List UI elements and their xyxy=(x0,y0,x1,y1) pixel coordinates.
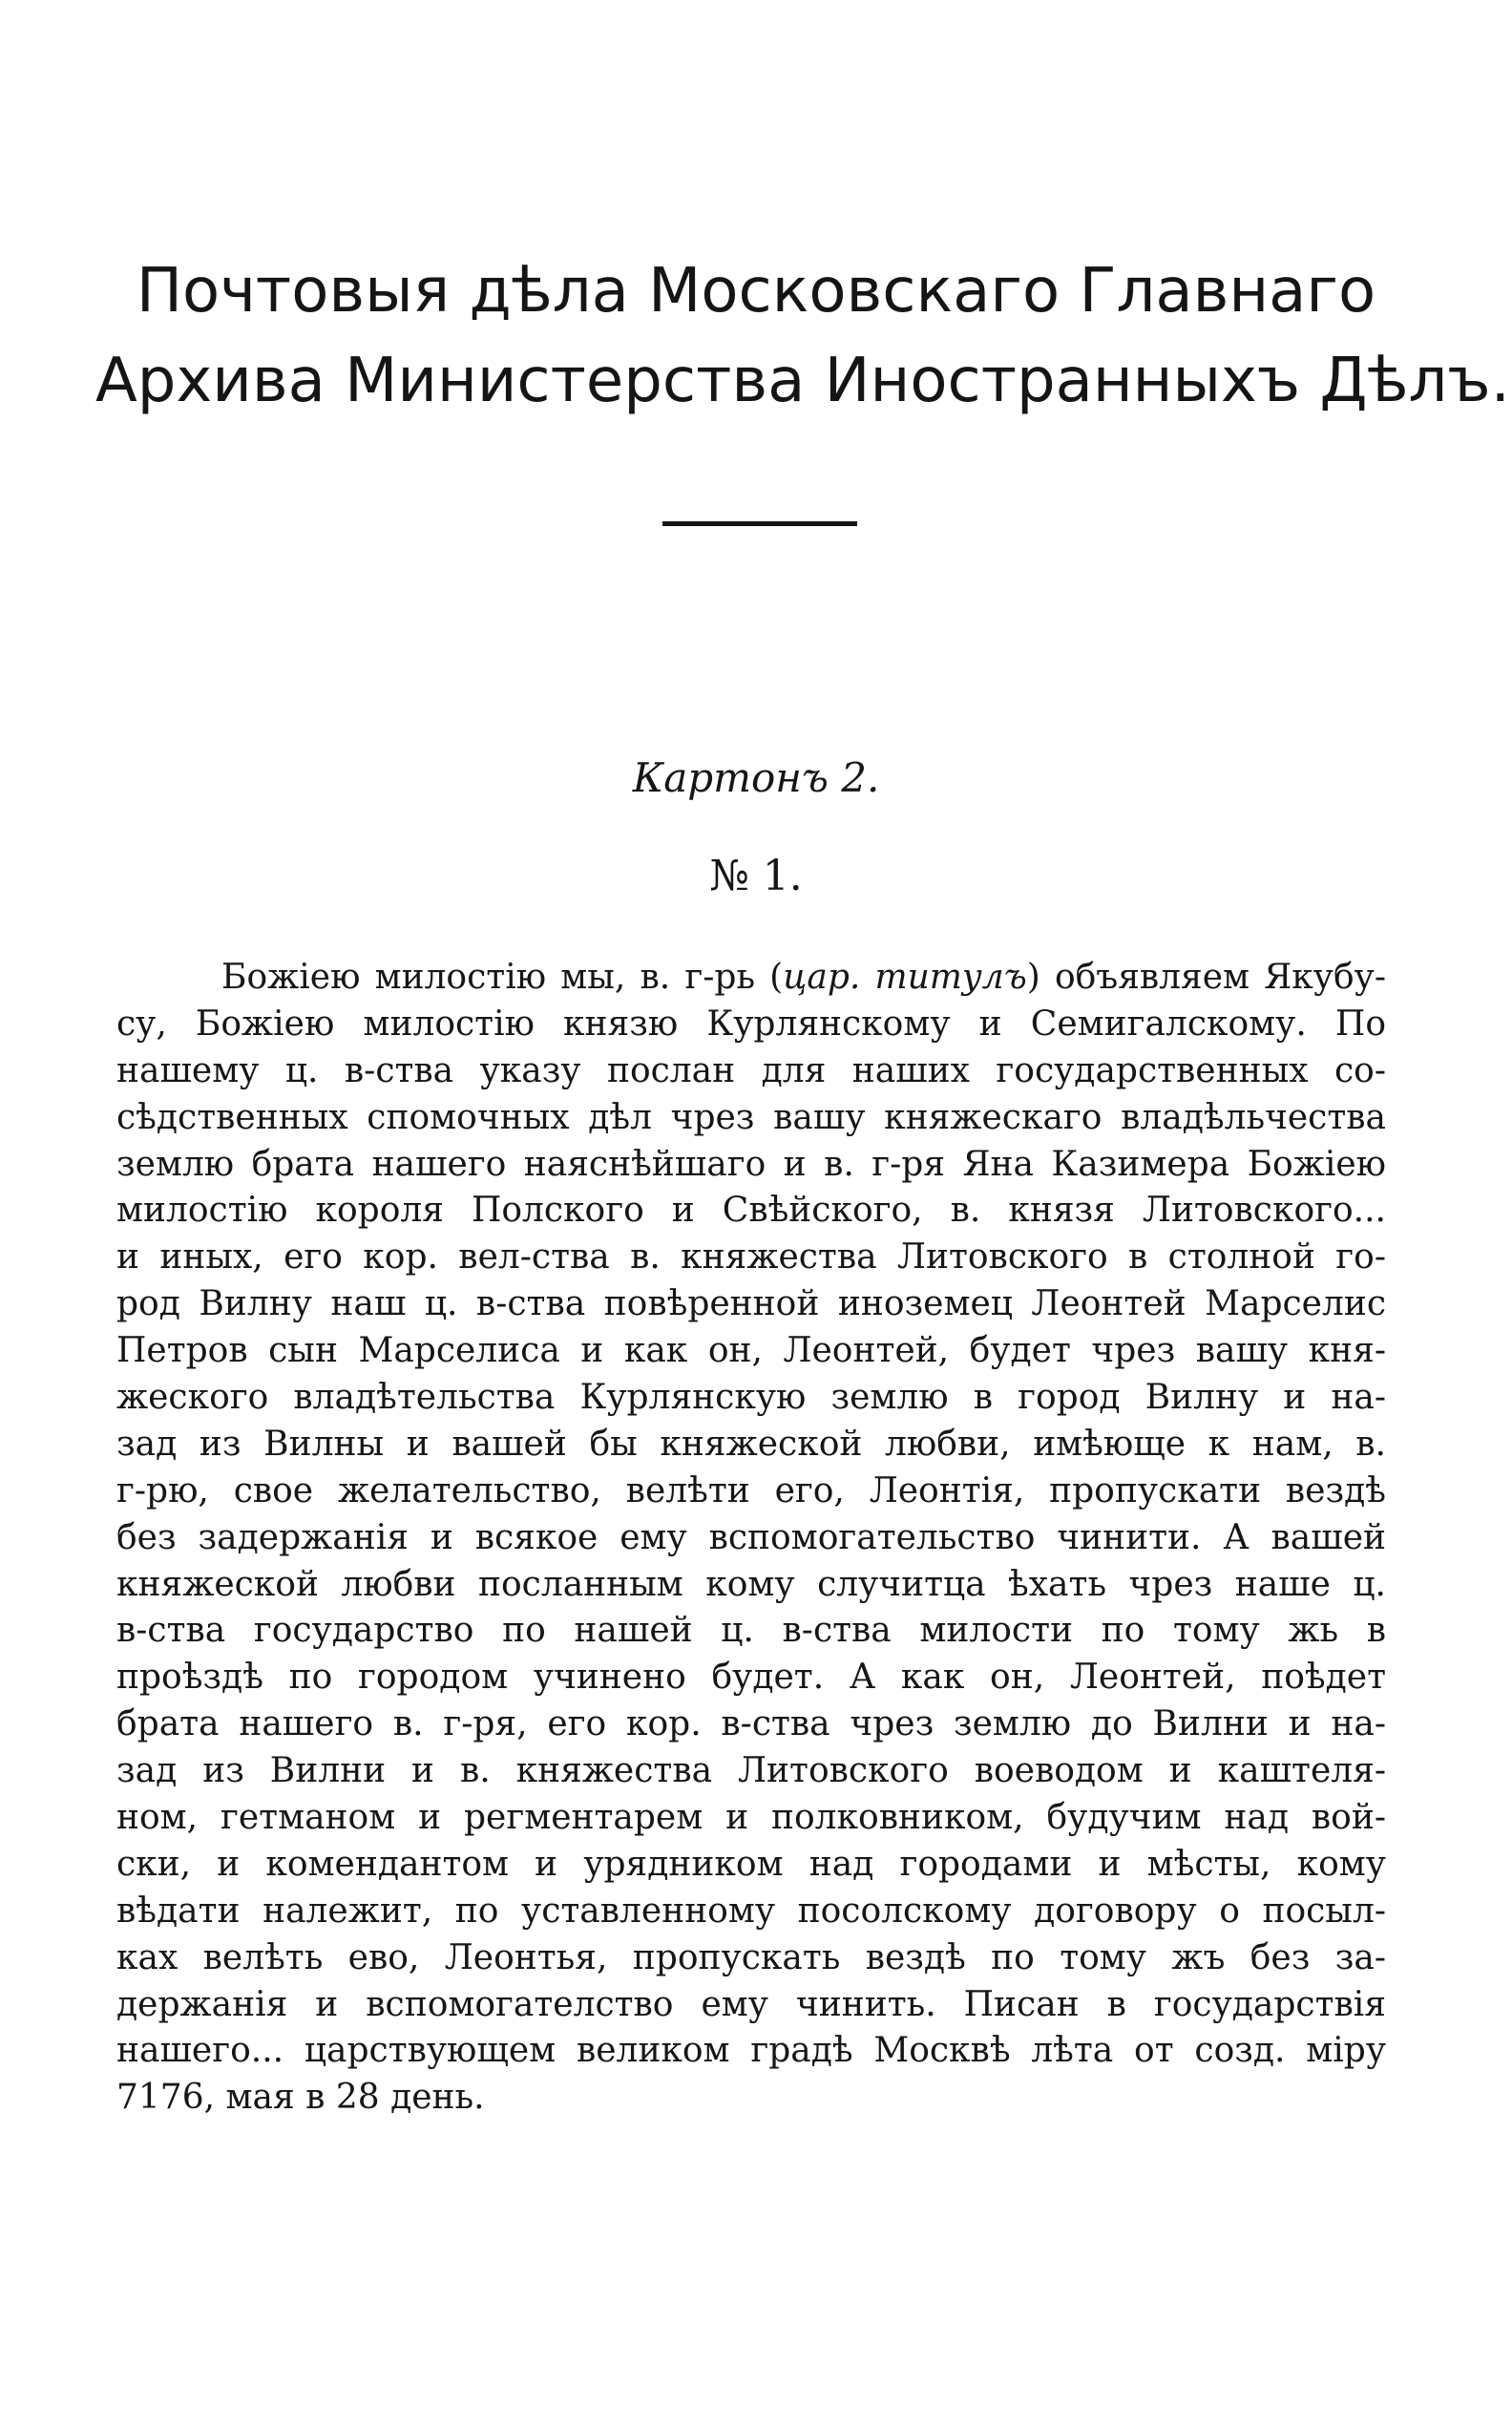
body-line: г-рю, свое желательство, велѣти его, Леонтiя, пропускати вездѣ xyxy=(116,1470,1386,1511)
body-line: в-ства государство по нашей ц. в-ства милости по тому жь в xyxy=(116,1611,1386,1651)
body-line: зад из Вилны и вашей бы княжеской любви, имѣюще к нам, в. xyxy=(116,1424,1386,1464)
body-line: милостiю короля Полского и Свѣйского, в. князя Литовского... xyxy=(116,1191,1386,1231)
body-line: жеского владѣтельства Курлянскую землю в город Вилну и на- xyxy=(116,1378,1386,1418)
body-line: ски, и комендантом и урядником над городами и мѣсты, кому xyxy=(116,1844,1386,1884)
document-number: № 1. xyxy=(709,852,803,900)
body-line: нашего... царствующем великом градѣ Москвѣ лѣта от созд. мiру xyxy=(116,2031,1386,2071)
body-line: нашему ц. в-ства указу послан для наших государственных со- xyxy=(116,1050,1386,1090)
title-line-2: Архива Министерства Иностранныхъ Дѣлъ. xyxy=(95,346,1510,416)
body-line: землю брата нашего наяснѣйшаго и в. г-ря Яна Казимера Божiею xyxy=(116,1144,1386,1184)
tsar-title-abbrev: цар. титулъ xyxy=(783,958,1027,997)
body-last-line: 7176, мая в 28 день. xyxy=(116,2078,485,2118)
title-divider xyxy=(662,521,857,526)
body-line-1-start: Божiею милостiю мы, в. г-рь ( xyxy=(221,958,784,997)
body-line: род Вилну наш ц. в-ства повѣренной иноземец Леонтей Марселис xyxy=(116,1284,1386,1324)
body-line-1-end: ) объявляем Якубу- xyxy=(1026,958,1386,997)
body-line: княжеской любви посланным кому случитца ѣхать чрез наше ц. xyxy=(116,1564,1386,1604)
body-line: брата нашего в. г-ря, его кор. в-ства чрез землю до Вилни и на- xyxy=(116,1704,1386,1744)
body-line: держанiя и вспомогателство ему чинить. Писан в государствiя xyxy=(116,1984,1386,2024)
body-line-1 xyxy=(116,955,1386,1002)
body-line: Петров сын Марселиса и как он, Леонтей, будет чрез вашу кня- xyxy=(116,1331,1386,1371)
body-line: су, Божiею милостiю князю Курлянскому и Семигалскому. По xyxy=(116,1004,1386,1044)
body-line: проѣздѣ по городом учинено будет. А как он, Леонтей, поѣдет xyxy=(116,1658,1386,1698)
body-line: ках велѣть ево, Леонтья, пропускать вездѣ по тому жъ без за- xyxy=(116,1937,1386,1977)
body-line: без задержанiя и всякое ему вспомогательство чинити. А вашей xyxy=(116,1517,1386,1557)
body-line: и иных, его кор. вел-ства в. княжества Литовского в столной го- xyxy=(116,1237,1386,1278)
carton-heading: Картонъ 2. xyxy=(632,754,880,801)
body-line: зад из Вилни и в. княжества Литовского воеводом и каштеля- xyxy=(116,1751,1386,1791)
body-line: ном, гетманом и регментарем и полковником, будучим над вой- xyxy=(116,1798,1386,1838)
document-body xyxy=(116,955,1386,2122)
body-line: сѣдственных спомочных дѣл чрез вашу княжескаго владѣльчества xyxy=(116,1097,1386,1137)
body-line: вѣдати належит, по уставленному посолскому договору о посыл- xyxy=(116,1891,1386,1931)
title-line-1: Почтовыя дѣла Московскаго Главнаго xyxy=(136,256,1376,327)
